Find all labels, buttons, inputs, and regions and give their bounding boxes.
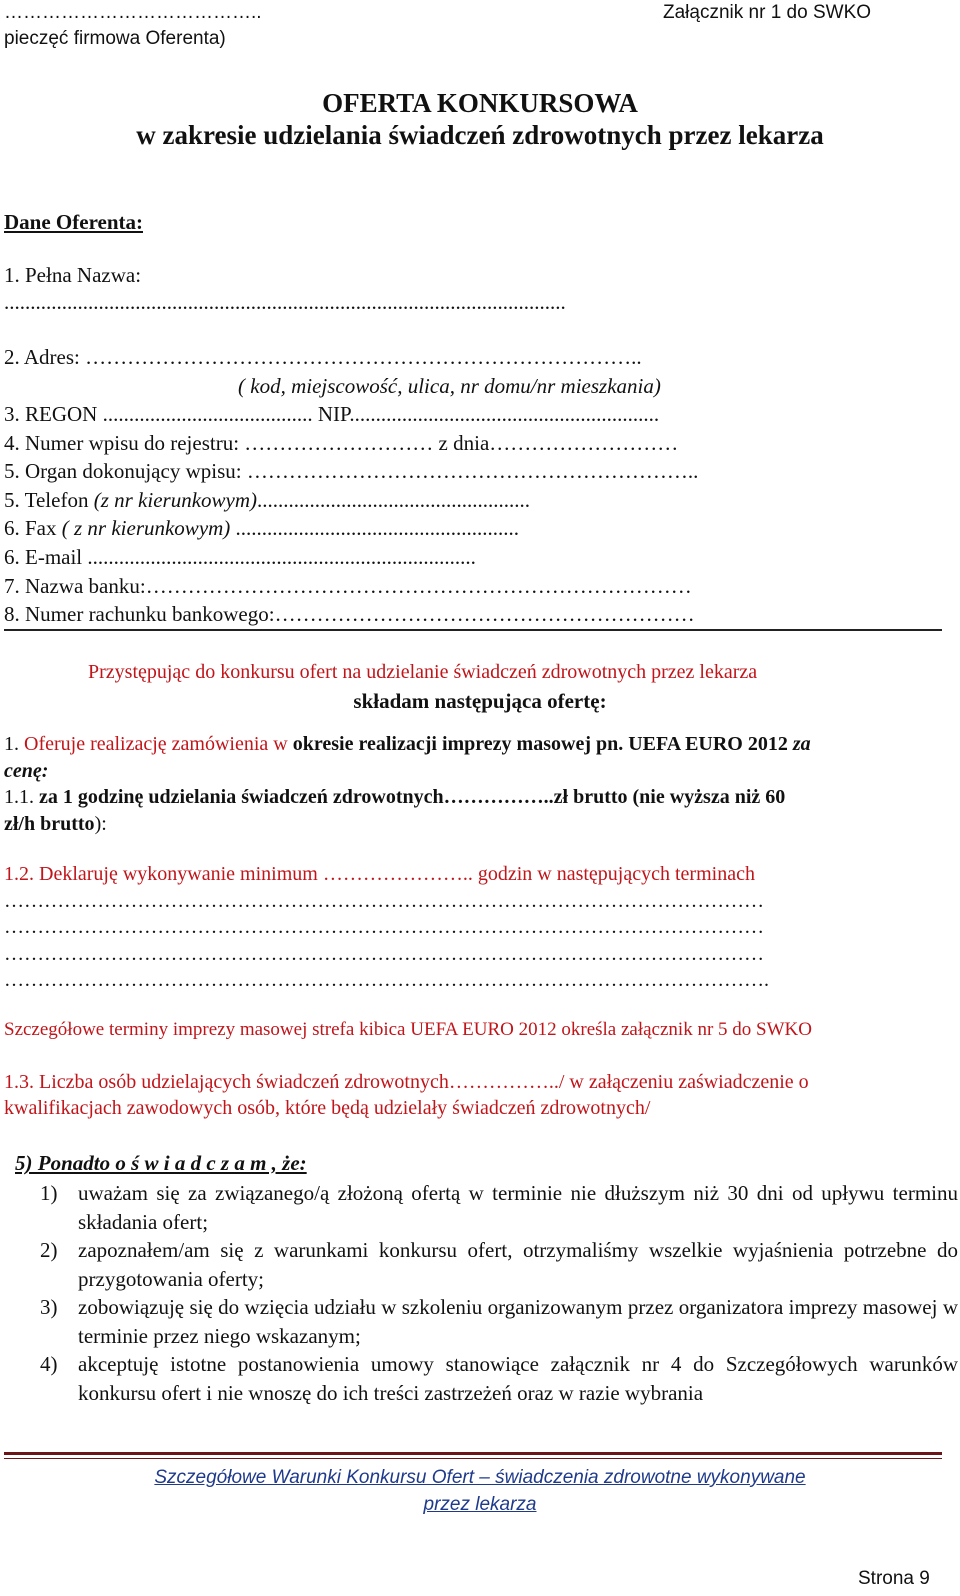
footer-rule-thin [4,1458,942,1459]
offer-point-1-1: 1.1. za 1 godzinę udzielania świadczeń zdrowotnych……………..zł brutto (nie wyższa niż 60 [4,786,786,808]
stamp-label: pieczęć firmowa Oferenta) [4,28,226,49]
title-line2: w zakresie udzielania świadczeń zdrowotnych przez lekarza [136,120,824,150]
divider-top [4,629,942,631]
field-phone: 5. Telefon (z nr kierunkowym).................................................... [4,488,530,512]
field-full-name: 1. Pełna Nazwa: [4,263,142,287]
footer-line2: przez lekarza [423,1494,537,1515]
offer-submit: składam następująca ofertę: [353,689,607,713]
field-regon-nip: 3. REGON ........................................ NIP........................................................... [4,402,660,426]
field-address: 2. Adres: …………………………………………………………………….. [4,345,642,369]
field-address-hint: ( kod, miejscowość, ulica, nr domu/nr mieszkania) [238,374,661,398]
offer-point-1-3: 1.3. Liczba osób udzielających świadczeń zdrowotnych……………../ w załączeniu zaświadczenie o [4,1071,809,1093]
bidder-heading: Dane Oferenta: [4,210,143,234]
declarations-heading: 5) Ponadto o ś w i a d c z a m , że: [15,1151,307,1175]
terms-note: Szczegółowe terminy imprezy masowej strefa kibica UEFA EURO 2012 określa załącznik nr 5 do SWKO [4,1019,812,1040]
field-register-number: 4. Numer wpisu do rejestru: ……………………… z dnia……………………… [4,431,679,455]
offer-point-1-1-cont: zł/h brutto): [4,813,107,835]
field-fax: 6. Fax ( z nr kierunkowym) ...................................................... [4,516,520,540]
offer-intro: Przystępując do konkursu ofert na udzielanie świadczeń zdrowotnych przez lekarza [88,661,758,683]
declaration-item-4: 4) akceptuję istotne postanowienia umowy stanowiące załącznik nr 4 do Szczegółowych warunków konkursu ofert i nie wnoszę do ich treści zastrzeżeń oraz w razie wybrania [40,1352,958,1405]
offer-point-1: 1. Oferuje realizację zamówienia w okresie realizacji imprezy masowej pn. UEFA EURO 2012 za [4,733,811,755]
field-registering-body: 5. Organ dokonujący wpisu: ……………………………………………………….. [4,459,699,483]
declaration-item-2: 2) zapoznałem/am się z warunkami konkursu ofert, otrzymaliśmy wszelkie wyjaśnienia potrzebne do przygotowania oferty; [40,1238,958,1291]
dots-line-4: ……………………………………………………………………………………………………. [4,969,769,991]
stamp-dots: ………………………………….. [4,2,262,23]
page-number: Strona 9 [858,1568,930,1589]
field-account-number: 8. Numer rachunku bankowego:…………………………………………………… [4,602,695,626]
title-line1: OFERTA KONKURSOWA [322,88,638,118]
dots-line-3: …………………………………………………………………………………………………… [4,943,764,965]
declaration-item-3: 3) zobowiązuję się do wzięcia udziału w szkoleniu organizowanym przez organizatora imprezy masowej w terminie przez niego wskazanym; [40,1295,958,1348]
footer-line1: Szczegółowe Warunki Konkursu Ofert – świadczenia zdrowotne wykonywane [154,1467,806,1488]
field-email: 6. E-mail .......................................................................... [4,545,476,569]
offer-point-1-2: 1.2. Deklaruję wykonywanie minimum ………………….. godzin w następujących terminach [4,863,755,885]
dots-line-1: …………………………………………………………………………………………………… [4,890,764,912]
field-full-name-dots: ........................................................................................................... [4,290,566,314]
field-bank-name: 7. Nazwa banku:…………………………………………………………………… [4,574,692,598]
dots-line-2: …………………………………………………………………………………………………… [4,916,764,938]
offer-point-1-3-cont: kwalifikacjach zawodowych osób, które będą udzielały świadczeń zdrowotnych/ [4,1097,651,1119]
declaration-item-1: 1) uważam się za związanego/ą złożoną ofertą w terminie nie dłuższym niż 30 dni od upływu terminu składania ofert; [40,1181,958,1234]
offer-point-1-price: cenę: [4,760,49,782]
attachment-label: Załącznik nr 1 do SWKO [663,2,872,23]
footer-rule-thick [4,1452,942,1455]
